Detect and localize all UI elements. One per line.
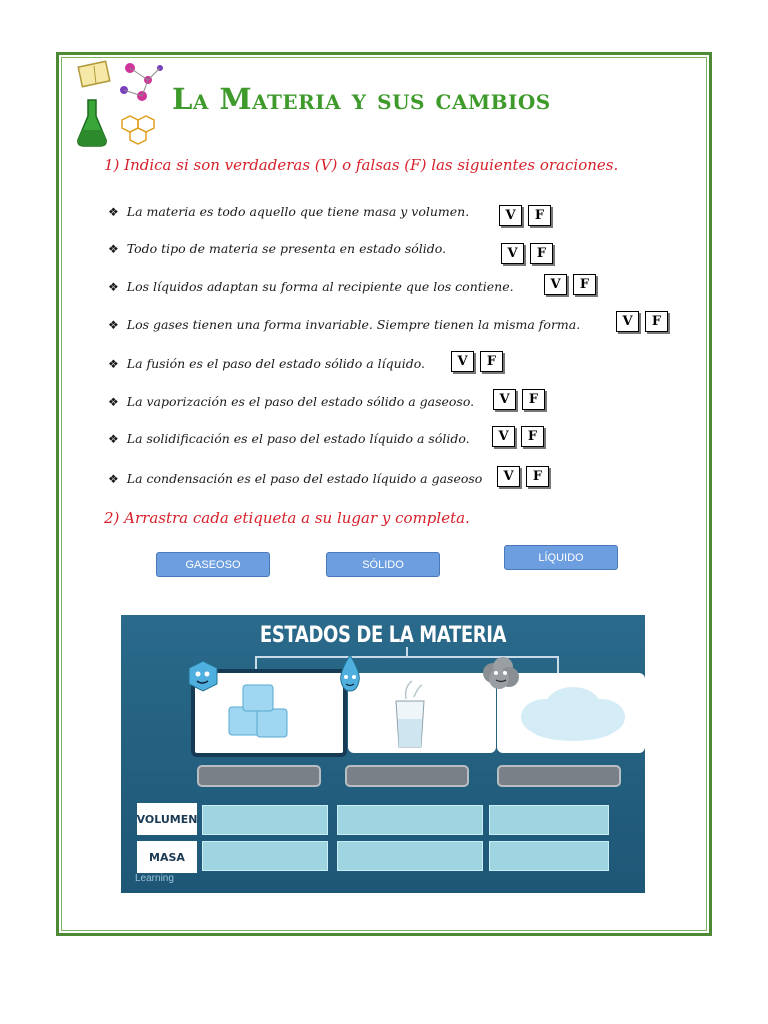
drop-slot-solid[interactable] <box>197 765 321 787</box>
vf-group-7 <box>492 426 544 447</box>
statement-5 <box>108 356 425 371</box>
smoke-mascot-icon <box>481 655 521 691</box>
true-button[interactable]: V <box>544 274 567 295</box>
masa-liquid-cell[interactable] <box>337 841 483 871</box>
false-button[interactable]: F <box>645 311 668 332</box>
vf-group-3 <box>544 274 596 295</box>
vf-group-8 <box>497 466 549 487</box>
liquid-card[interactable] <box>348 673 496 753</box>
section2-heading: 2) Arrastra cada etiqueta a su lugar y completa. <box>104 509 470 527</box>
tag-solido[interactable]: SÓLIDO <box>326 552 440 577</box>
row-label-volumen: VOLUMEN <box>137 803 197 835</box>
statement-text: Los gases tienen una forma invariable. Siempre tienen la misma forma. <box>126 317 581 332</box>
watermark: Learning <box>135 873 174 884</box>
bullet-icon: ❖ <box>108 471 119 486</box>
bullet-icon: ❖ <box>108 241 119 256</box>
statement-6 <box>108 394 474 409</box>
statement-4 <box>108 317 580 332</box>
bullet-icon: ❖ <box>108 431 119 446</box>
drop-slot-gas[interactable] <box>497 765 621 787</box>
statement-1 <box>108 204 469 219</box>
statement-text: Los líquidos adaptan su forma al recipiente que los contiene. <box>126 279 514 294</box>
statement-2 <box>108 241 446 256</box>
drop-slot-liquid[interactable] <box>345 765 469 787</box>
bullet-icon: ❖ <box>108 317 119 332</box>
vf-group-5 <box>451 351 503 372</box>
section1-heading: 1) Indica si son verdaderas (V) o falsas (F) las siguientes oraciones. <box>104 156 619 174</box>
false-button[interactable]: F <box>573 274 596 295</box>
bullet-icon: ❖ <box>108 394 119 409</box>
water-drop-mascot-icon <box>337 653 363 693</box>
statement-text: La vaporización es el paso del estado sólido a gaseoso. <box>126 394 475 409</box>
false-button[interactable]: F <box>528 205 551 226</box>
cube-mascot-icon <box>187 659 219 693</box>
false-button[interactable]: F <box>530 243 553 264</box>
true-button[interactable]: V <box>497 466 520 487</box>
tag-liquido[interactable]: LÍQUIDO <box>504 545 618 570</box>
volumen-solid-cell[interactable] <box>202 805 328 835</box>
true-button[interactable]: V <box>492 426 515 447</box>
statement-text: Todo tipo de materia se presenta en estado sólido. <box>126 241 447 256</box>
vf-group-4 <box>616 311 668 332</box>
tag-gaseoso[interactable]: GASEOSO <box>156 552 270 577</box>
masa-gas-cell[interactable] <box>489 841 609 871</box>
vf-group-2 <box>501 243 553 264</box>
volumen-gas-cell[interactable] <box>489 805 609 835</box>
bullet-icon: ❖ <box>108 204 119 219</box>
statement-text: La fusión es el paso del estado sólido a líquido. <box>126 356 426 371</box>
science-logo-icon <box>74 60 174 152</box>
false-button[interactable]: F <box>526 466 549 487</box>
true-button[interactable]: V <box>499 205 522 226</box>
true-button[interactable]: V <box>501 243 524 264</box>
statement-text: La materia es todo aquello que tiene masa y volumen. <box>126 204 470 219</box>
vf-group-6 <box>493 389 545 410</box>
row-label-masa: MASA <box>137 841 197 873</box>
true-button[interactable]: V <box>616 311 639 332</box>
statement-7 <box>108 431 470 446</box>
false-button[interactable]: F <box>480 351 503 372</box>
page-title: La Materia y sus cambios <box>172 82 551 116</box>
statement-text: La solidificación es el paso del estado líquido a sólido. <box>126 431 470 446</box>
bullet-icon: ❖ <box>108 279 119 294</box>
masa-solid-cell[interactable] <box>202 841 328 871</box>
false-button[interactable]: F <box>521 426 544 447</box>
statement-8 <box>108 471 482 486</box>
true-button[interactable]: V <box>451 351 474 372</box>
states-of-matter-panel <box>121 615 645 893</box>
statement-text: La condensación es el paso del estado líquido a gaseoso <box>126 471 483 486</box>
panel-title: ESTADOS DE LA MATERIA <box>259 623 507 648</box>
true-button[interactable]: V <box>493 389 516 410</box>
glass-of-water-icon <box>348 673 496 753</box>
bullet-icon: ❖ <box>108 356 119 371</box>
vf-group-1 <box>499 205 551 226</box>
statement-3 <box>108 279 514 294</box>
volumen-liquid-cell[interactable] <box>337 805 483 835</box>
false-button[interactable]: F <box>522 389 545 410</box>
